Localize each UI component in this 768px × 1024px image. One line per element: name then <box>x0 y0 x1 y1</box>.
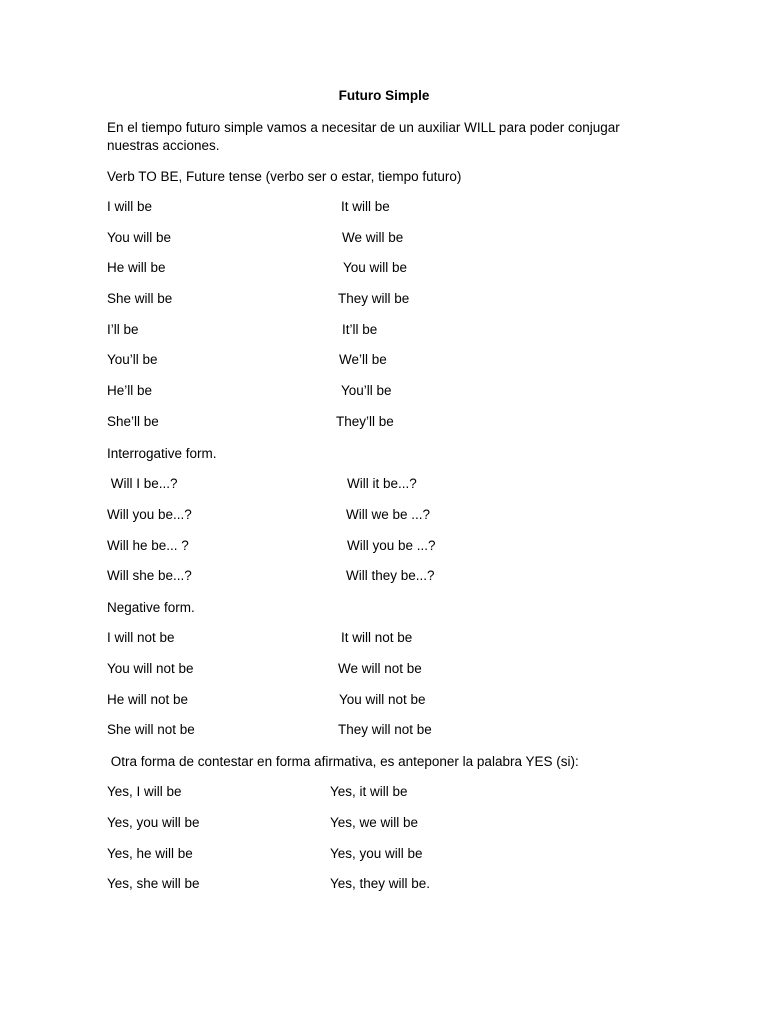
conjugation-right: Yes, it will be <box>330 784 408 799</box>
conjugation-row <box>0 876 768 894</box>
conjugation-left: You will be <box>107 230 172 245</box>
conjugation-row <box>0 476 768 494</box>
conjugation-left: Yes, he will be <box>107 846 193 861</box>
conjugation-row <box>0 199 768 217</box>
conjugation-right: Yes, you will be <box>330 846 423 861</box>
conjugation-right: Will you be ...? <box>347 538 436 553</box>
conjugation-row <box>0 661 768 679</box>
conjugation-left: He’ll be <box>107 383 153 398</box>
conjugation-row <box>0 230 768 248</box>
conjugation-left: Yes, you will be <box>107 815 200 830</box>
section-interrogative-heading: Interrogative form. <box>107 446 217 461</box>
conjugation-row <box>0 815 768 833</box>
section-yes-heading: Otra forma de contestar en forma afirmativa, es anteponer la palabra YES (si): <box>107 754 579 769</box>
conjugation-row <box>0 414 768 432</box>
conjugation-left: She’ll be <box>107 414 159 429</box>
conjugation-left: Will he be... ? <box>107 538 189 553</box>
conjugation-left: Will you be...? <box>107 507 192 522</box>
conjugation-left: I will be <box>107 199 153 214</box>
conjugation-row <box>0 630 768 648</box>
conjugation-right: Will it be...? <box>347 476 417 491</box>
conjugation-row <box>0 352 768 370</box>
conjugation-left: He will be <box>107 260 166 275</box>
conjugation-left: Will I be...? <box>107 476 178 491</box>
conjugation-row <box>0 784 768 802</box>
conjugation-right: We will be <box>342 230 404 245</box>
conjugation-right: Will we be ...? <box>346 507 431 522</box>
conjugation-left: You will not be <box>107 661 194 676</box>
conjugation-right: You will not be <box>339 692 426 707</box>
conjugation-row <box>0 722 768 740</box>
conjugation-left: I’ll be <box>107 322 139 337</box>
conjugation-row <box>0 568 768 586</box>
conjugation-row <box>0 383 768 401</box>
conjugation-left: He will not be <box>107 692 189 707</box>
conjugation-right: It’ll be <box>342 322 378 337</box>
conjugation-left: She will be <box>107 291 173 306</box>
conjugation-right: They will not be <box>338 722 432 737</box>
conjugation-left: You’ll be <box>107 352 158 367</box>
conjugation-row <box>0 291 768 309</box>
conjugation-row <box>0 538 768 556</box>
conjugation-right: Will they be...? <box>346 568 435 583</box>
conjugation-row <box>0 260 768 278</box>
intro-paragraph: En el tiempo futuro simple vamos a necesitar de un auxiliar WILL para poder conjugar nuestras acciones. <box>107 120 620 153</box>
conjugation-row <box>0 322 768 340</box>
section-negative-heading: Negative form. <box>107 600 195 615</box>
conjugation-right: You’ll be <box>341 383 392 398</box>
conjugation-row <box>0 692 768 710</box>
conjugation-left: Will she be...? <box>107 568 192 583</box>
conjugation-right: Yes, we will be <box>330 815 419 830</box>
conjugation-right: It will be <box>341 199 390 214</box>
conjugation-row <box>0 507 768 525</box>
conjugation-left: I will not be <box>107 630 175 645</box>
conjugation-right: You will be <box>343 260 408 275</box>
conjugation-left: Yes, I will be <box>107 784 182 799</box>
conjugation-right: Yes, they will be. <box>330 876 431 891</box>
conjugation-right: They will be <box>338 291 410 306</box>
conjugation-left: She will not be <box>107 722 195 737</box>
conjugation-right: They’ll be <box>336 414 394 429</box>
conjugation-right: We’ll be <box>339 352 387 367</box>
conjugation-row <box>0 846 768 864</box>
conjugation-right: We will not be <box>338 661 422 676</box>
conjugation-left: Yes, she will be <box>107 876 200 891</box>
conjugation-right: It will not be <box>341 630 413 645</box>
section-verb-heading: Verb TO BE, Future tense (verbo ser o estar, tiempo futuro) <box>107 169 462 184</box>
page-title: Futuro Simple <box>338 88 430 103</box>
